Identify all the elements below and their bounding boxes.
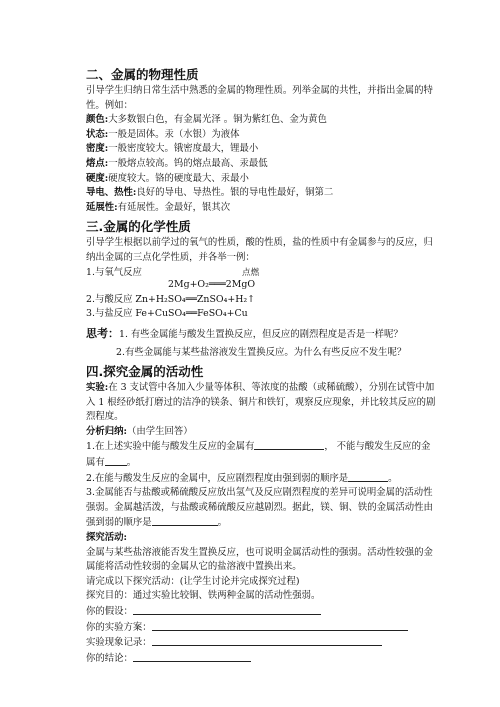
property-text: 有延展性。金最好，银其次 (117, 201, 231, 213)
reaction-salt: 3.与盐反应 Fe+CuSO₄══FeSO₄+Cu (86, 308, 248, 320)
conclusion-line (86, 651, 438, 667)
property-label: 颜色: (86, 114, 109, 126)
property-ductility (86, 201, 438, 216)
property-melting-point (86, 157, 438, 172)
property-text: 一般是固体。汞（水银）为液体 (108, 128, 240, 140)
conclusion-blank[interactable] (133, 651, 251, 662)
property-density (86, 142, 438, 157)
property-label: 熔点: (86, 157, 109, 169)
analysis-3-end: 。 (217, 517, 228, 529)
think-question-2: 2.有些金属能与某些盐溶液发生置换反应。为什么有些反应不发生呢？ (116, 346, 407, 358)
analysis-1-middle: ， 不能与酸发生反应的金属有 (86, 441, 431, 469)
property-text: 良好的导电、导热性。银的导电性最好，铜第二 (136, 187, 334, 199)
hypothesis-label: 你的假设： (86, 606, 133, 617)
experiment-text: 在 3 支试管中各加入少量等体积、等浓度的盐酸（或稀硫酸），分别在试管中加入 1 根经砂纸打磨过的洁净的镁条、铜片和铁钉，观察反应现象，并比较其反应的剧烈程度。 (86, 382, 436, 423)
analysis-item-2 (86, 471, 438, 487)
document-content (86, 65, 438, 666)
think-question-1 (86, 327, 438, 343)
hypothesis-blank[interactable] (133, 604, 321, 615)
section-activity-title: 四.探究金属的活动性 (86, 364, 204, 380)
property-hardness (86, 172, 438, 187)
section-physical-intro: 引导学生归纳日常生活中熟悉的金属的物理性质。列举金属的共性，并指出金属的特性。例如： (86, 85, 433, 111)
reaction-acid: 2.与酸反应 Zn+H₂SO₄══ZnSO₄+H₂↑ (86, 293, 255, 305)
analysis-2-prefix: 2.在能与酸发生反应的金属中，反应剧烈程度由强到弱的顺序是 (86, 472, 349, 484)
section-chemical-title: 三.金属的化学性质 (86, 219, 191, 235)
plan-label: 你的实验方案： (86, 621, 152, 633)
property-list (86, 113, 438, 215)
record-label: 实验现象记录： (86, 637, 152, 649)
blank-reacting-metals[interactable] (254, 439, 324, 450)
property-text: 硬度较大。铬的硬度最大、汞最小 (108, 172, 249, 184)
explore-purpose: 探究目的：通过实验比较铜、铁两种金属的活动性强弱。 (86, 590, 321, 602)
property-state (86, 128, 438, 143)
property-label: 密度: (86, 143, 109, 155)
hypothesis-line (86, 604, 438, 620)
analysis-2-end: 。 (388, 472, 398, 484)
property-label: 延展性: (86, 201, 118, 213)
property-label: 状态: (86, 128, 109, 140)
blank-nonreacting-metals[interactable] (105, 455, 127, 466)
blank-reaction-order[interactable] (348, 471, 388, 482)
think-block (86, 327, 438, 360)
plan-line (86, 620, 438, 636)
analysis-note: （由学生回答） (126, 425, 193, 437)
property-text: 一般密度较大。锇密度最大，锂最小 (108, 143, 259, 155)
reaction-condition: 点燃 (242, 268, 260, 279)
analysis-1-prefix: 1.在上述实验中能与酸发生反应的金属有 (86, 441, 255, 453)
property-label: 导电、热性: (86, 187, 137, 199)
analysis-label: 分析归纳: (86, 425, 127, 437)
think-label: 思考： (86, 326, 119, 340)
analysis-item-1 (86, 439, 438, 470)
analysis-3-text: 3.金属能否与盐酸或稀硫酸反应放出氢气及反应剧烈程度的差异可说明金属的活动性强弱。金属越活泼，与盐酸或稀硫酸反应越剧烈。据此，镁、铜、铁的金属活动性由强到弱的顺序是 (86, 487, 433, 529)
explore-label: 探究活动: (86, 532, 127, 544)
conclusion-label: 你的结论： (86, 652, 133, 664)
property-text: 一般熔点较高。钨的熔点最高、汞最低 (108, 157, 268, 169)
plan-blank[interactable] (152, 620, 408, 631)
reaction-oxygen-label: 1.与氧气反应 (86, 266, 142, 278)
experiment-paragraph (86, 381, 438, 425)
blank-activity-order[interactable] (152, 515, 218, 526)
think-q1-text: 1. 有些金属能与酸发生置换反应，但反应的剧烈程度是否是一样呢？ (119, 328, 403, 340)
experiment-label: 实验: (86, 382, 109, 394)
reaction-oxygen-equation: 2Mg+O₂═══2MgO (168, 279, 256, 291)
record-blank[interactable] (152, 635, 382, 646)
property-label: 硬度: (86, 172, 109, 184)
section-physical-title: 二、金属的物理性质 (86, 67, 199, 82)
property-conductivity (86, 186, 438, 201)
property-color (86, 113, 438, 128)
record-line (86, 635, 438, 651)
analysis-1-end: 。 (126, 457, 137, 469)
explore-instruction: 请完成以下探究活动：(让学生讨论并完成探究过程) (86, 575, 300, 587)
explore-text: 金属与某些盐溶液能否发生置换反应，也可说明金属活动性的强弱。活动性较强的金属能将活动性较弱的金属从它的盐溶液中置换出来。 (86, 546, 433, 573)
analysis-heading (86, 425, 438, 440)
analysis-item-3 (86, 486, 438, 531)
property-text: 大多数银白色，有金属光泽 。铜为紫红色、金为黄色 (108, 114, 327, 126)
section-chemical-intro: 引导学生根据以前学过的氧气的性质，酸的性质，盐的性质中有金属参与的反应，归纳出金属的三点化学性质，并各举一例： (86, 237, 433, 263)
